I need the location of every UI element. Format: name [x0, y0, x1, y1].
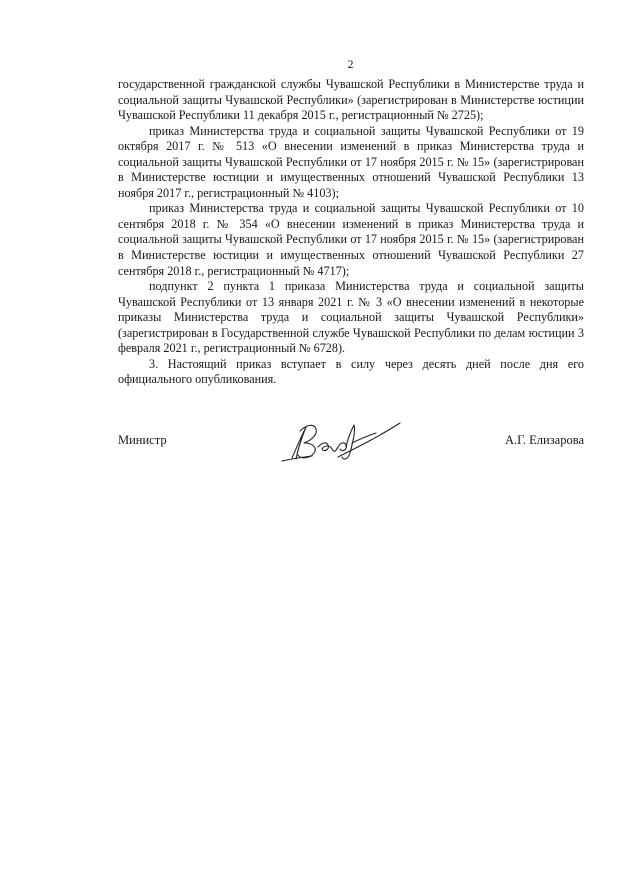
signatory-name: А.Г. Елизарова: [504, 433, 584, 447]
signature-block: [118, 417, 584, 467]
paragraph-continuation: государственной гражданской службы Чувашской Республики в Министерстве труда и социальной защиты Чувашской Республики» (зарегистрирован в Министерстве юстиции Чувашской Республики 11 декабря 2015 г., регистрационный № 2725);: [118, 77, 584, 123]
handwritten-signature: [278, 417, 403, 465]
paragraph-order-354: приказ Министерства труда и социальной защиты Чувашской Республики от 10 сентября 2018 г. № 354 «О внесении изменений в приказ Министерства труда и социальной защиты Чувашской Республики от 17 ноября 2015 г. № 15» (зарегистрирован в Министерстве юстиции и имущественных отношений Чувашской Республики 27 сентября 2018 г., регистрационный № 4717);: [118, 201, 584, 278]
paragraph-order-513: приказ Министерства труда и социальной защиты Чувашской Республики от 19 октября 2017 г. № 513 «О внесении изменений в приказ Министерства труда и социальной защиты Чувашской Республики от 17 ноября 2015 г. № 15» (зарегистрирован в Министерстве юстиции и имущественных отношений Чувашской Республики 13 ноября 2017 г., регистрационный № 4103);: [118, 123, 584, 200]
signatory-title: Министр: [118, 433, 167, 447]
document-body: [118, 77, 584, 388]
paragraph-effective-date: 3. Настоящий приказ вступает в силу через десять дней после дня его официального опубликования.: [118, 356, 584, 387]
paragraph-subclause-2: подпункт 2 пункта 1 приказа Министерства труда и социальной защиты Чувашской Республики от 13 января 2021 г. № 3 «О внесении изменений в некоторые приказы Министерства труда и социальной защиты Чувашской Республики» (зарегистрирован в Государственной службе Чувашской Республики по делам юстиции 3 февраля 2021 г., регистрационный № 6728).: [118, 279, 584, 356]
page-number: 2: [347, 57, 354, 71]
